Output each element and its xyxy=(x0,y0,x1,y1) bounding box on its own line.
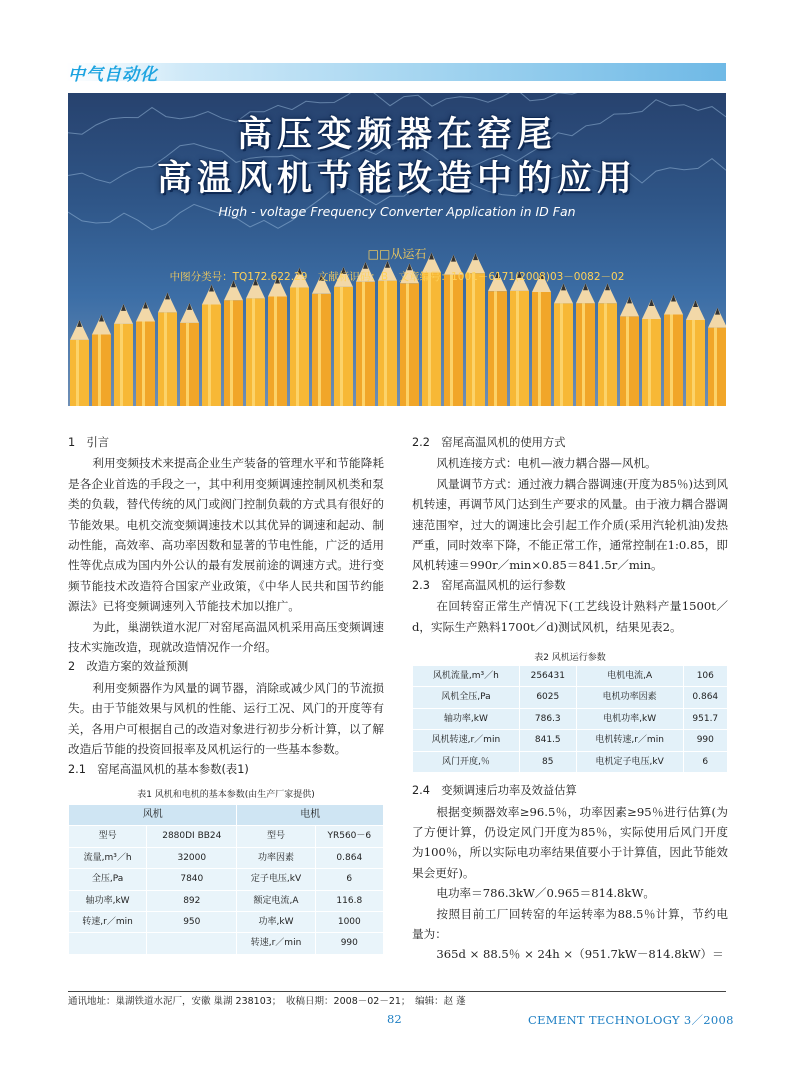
english-title: High - voltage Frequency Converter Application in ID Fan xyxy=(218,204,576,219)
table-cell: YR560－6 xyxy=(316,826,383,846)
table-cell: 841.5 xyxy=(520,730,576,750)
paragraph: 根据变频器效率≥96.5％，功率因素≥95％进行估算(为了方便计算，仍设定风门开度为85％，实际使用后风门开度为100％，所以实际电功率结果值要小于计算值，因此节能效果会更好)。 xyxy=(412,804,728,880)
table-cell: 电机功率因素 xyxy=(577,687,683,707)
table-cell: 6 xyxy=(316,869,383,889)
table-cell xyxy=(147,933,236,953)
table-header-row xyxy=(69,805,383,825)
subsection-heading: 2.2 窑尾高温风机的使用方式 xyxy=(412,436,566,449)
table-cell: 0.864 xyxy=(684,687,727,707)
table-cell: 电机功率,kW xyxy=(577,709,683,729)
table-cell: 风机转速,r／min xyxy=(413,730,519,750)
left-column xyxy=(68,433,384,955)
table-header: 电机 xyxy=(237,805,383,825)
table-caption: 表2 风机运行参数 xyxy=(534,653,606,664)
hero-banner xyxy=(68,93,726,406)
table-row xyxy=(413,666,727,686)
table-caption: 表1 风机和电机的基本参数(由生产厂家提供) xyxy=(137,789,315,800)
table-cell: 6025 xyxy=(520,687,576,707)
footer-divider xyxy=(68,991,726,992)
table-cell: 型号 xyxy=(69,826,146,846)
table-row xyxy=(413,752,727,772)
table-cell: 106 xyxy=(684,666,727,686)
table-cell: 风门开度,％ xyxy=(413,752,519,772)
footer-address: 通讯地址：巢湖铁道水泥厂，安徽 巢湖 238103； 收稿日期：2008－02－21； 编辑：赵 蓬 xyxy=(68,996,466,1007)
table-cell: 轴功率,kW xyxy=(413,709,519,729)
paragraph: 按照目前工厂回转窑的年运转率为88.5％计算，节约电量为： xyxy=(412,906,728,941)
table-cell: 85 xyxy=(520,752,576,772)
table-cell: 风机流量,m³／h xyxy=(413,666,519,686)
table-cell: 116.8 xyxy=(316,891,383,911)
table-cell: 7840 xyxy=(147,869,236,889)
table-row xyxy=(69,891,383,911)
section-heading: 2 改造方案的效益预测 xyxy=(68,660,189,674)
table-cell: 额定电流,A xyxy=(237,891,314,911)
paragraph: 利用变频技术来提高企业生产装备的管理水平和节能降耗是各企业首选的手段之一，其中利用变频调速控制风机类和泵类的负载，替代传统的风门或阀门控制负载的方式具有很好的节能效果。电机交流变频调速技术以其优异的调速和起动、制动性能，高效率、高功率因数和显著的节电性能，广泛的适用性等优点成为国内外公认的最有发展前途的调速方式。进行变频节能技术改造符合国家产业政策，《中华人民共和国节约能源法》已将变频调速列入节能技术加以推广。 xyxy=(68,456,384,614)
table-cell: 转速,r／min xyxy=(69,912,146,932)
table-cell: 功率因素 xyxy=(237,848,314,868)
table-cell xyxy=(69,933,146,953)
table-cell: 型号 xyxy=(237,826,314,846)
table-cell: 990 xyxy=(684,730,727,750)
table-cell: 轴功率,kW xyxy=(69,891,146,911)
paragraph: 在回转窑正常生产情况下(工艺线设计熟料产量1500t／d，实际生产熟料1700t／d)测试风机，结果见表2。 xyxy=(412,599,728,634)
table-cell: 6 xyxy=(684,752,727,772)
column-brand: 中气自动化 xyxy=(68,65,158,85)
formula-line: 电功率＝786.3kW／0.965＝814.8kW。 xyxy=(436,886,655,901)
table-cell: 电机定子电压,kV xyxy=(577,752,683,772)
table-cell: 2880DI BB24 xyxy=(147,826,236,846)
title-line-1: 高压变频器在窑尾 xyxy=(236,115,557,155)
table-cell: 951.7 xyxy=(684,709,727,729)
journal-name: CEMENT TECHNOLOGY 3／2008 xyxy=(528,1013,734,1027)
table-cell: 0.864 xyxy=(316,848,383,868)
table-cell: 256431 xyxy=(520,666,576,686)
table-2 xyxy=(412,665,728,773)
table-cell: 转速,r／min xyxy=(237,933,314,953)
table-cell: 定子电压,kV xyxy=(237,869,314,889)
table-cell: 功率,kW xyxy=(237,912,314,932)
table-row xyxy=(69,826,383,846)
formula-line: 365d × 88.5％ × 24h ×（951.7kW－814.8kW）＝ xyxy=(436,947,724,962)
table-row xyxy=(69,869,383,889)
right-column xyxy=(412,433,728,965)
table-row xyxy=(69,848,383,868)
section-heading: 1 引言 xyxy=(68,436,110,449)
table-cell: 电机转速,r／min xyxy=(577,730,683,750)
table-cell: 892 xyxy=(147,891,236,911)
table-cell: 1000 xyxy=(316,912,383,932)
table-cell: 786.3 xyxy=(520,709,576,729)
table-cell: 990 xyxy=(316,933,383,953)
table-row xyxy=(69,933,383,953)
paragraph: 风量调节方式：通过液力耦合器调速(开度为85％)达到风机转速，再调节风门达到生产要求的风量。由于液力耦合器调速范围窄，过大的调速比会引起工作介质(采用汽轮机油)发热严重，同时效率下降，不能正常工作，通常控制在1:0.85，即风机转速＝990r／min×0.85＝841.5r／min。 xyxy=(412,476,728,573)
subsection-heading: 2.3 窑尾高温风机的运行参数 xyxy=(412,578,566,592)
table-1 xyxy=(68,804,384,955)
subsection-heading: 2.1 窑尾高温风机的基本参数(表1) xyxy=(68,762,249,776)
author: □□从运石 xyxy=(367,247,427,261)
page-number: 82 xyxy=(387,1012,402,1026)
table-cell: 950 xyxy=(147,912,236,932)
table-row xyxy=(413,709,727,729)
table-row xyxy=(69,912,383,932)
table-cell: 电机电流,A xyxy=(577,666,683,686)
header-bar xyxy=(66,63,726,81)
table-cell: 流量,m³／h xyxy=(69,848,146,868)
table-cell: 32000 xyxy=(147,848,236,868)
table-row xyxy=(413,730,727,750)
table-header: 风机 xyxy=(69,805,236,825)
subsection-heading: 2.4 变频调速后功率及效益估算 xyxy=(412,784,577,798)
table-cell: 全压,Pa xyxy=(69,869,146,889)
classification-line: 中图分类号：TQ172.622.29 文献标识码：B 文章编号：1001－6171(2008)03－0082－02 xyxy=(169,271,625,283)
table-cell: 风机全压,Pa xyxy=(413,687,519,707)
paragraph: 为此，巢湖铁道水泥厂对窑尾高温风机采用高压变频调速技术实施改造，现就改造情况作一介绍。 xyxy=(68,619,384,655)
table-row xyxy=(413,687,727,707)
paragraph: 风机连接方式：电机—液力耦合器—风机。 xyxy=(436,456,657,471)
paragraph: 利用变频器作为风量的调节器，消除或减少风门的节流损失。由于节能效果与风机的性能、运行工况、风门的开度等有关，各用户可根据自己的改造对象进行初步分析计算，以了解改造后节能的投资回报率及风机运行的一些基本参数。 xyxy=(68,680,384,757)
title-line-2: 高温风机节能改造中的应用 xyxy=(156,159,637,199)
